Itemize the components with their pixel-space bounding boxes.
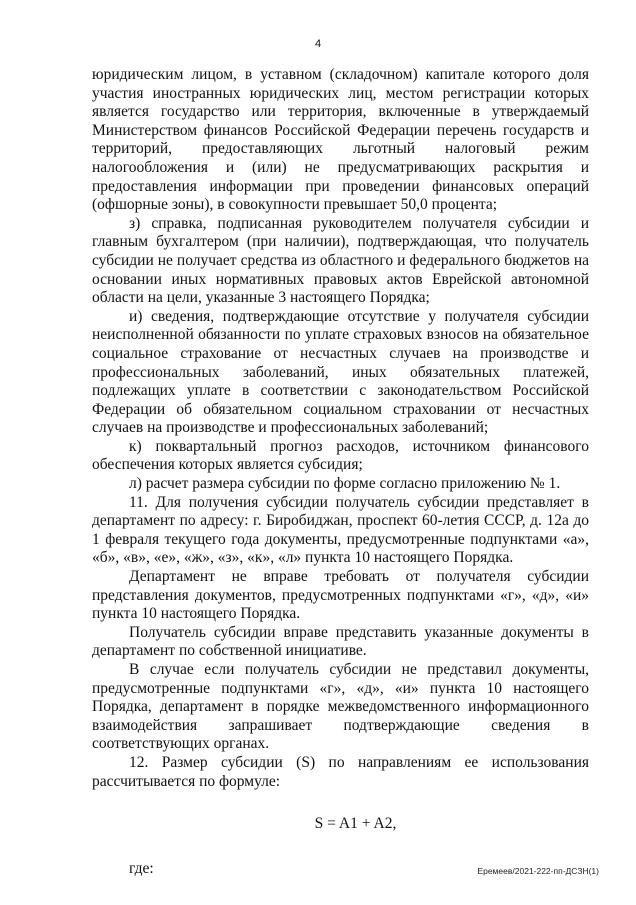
paragraph-interagency-request: В случае если получатель субсидии не представил документы, предусмотренные подпунктами «г», «д», «и» пункта 10 настоящего Порядка, департамент в порядке межведомственного информационного взаимодействия запрашивает подтверждающие сведения в соответствующих органах. xyxy=(92,661,589,753)
paragraph-department-restriction: Департамент не вправе требовать от получателя субсидии представления документов, предусмотренных подпунктами «г», «д», «и» пункта 10 настоящего Порядка. xyxy=(92,568,589,623)
paragraph-clause-11: 11. Для получения субсидии получатель субсидии представляет в департамент по адресу: г. Биробиджан, проспект 60-летия СССР, д. 12а до 1 февраля текущего года документы, предусмотренные подпунктами «а», «б», «в», «е», «ж», «з», «к», «л» пункта 10 настоящего Порядка. xyxy=(92,493,589,567)
document-body xyxy=(92,66,589,878)
where-label: где: xyxy=(129,859,154,877)
paragraph-item-k: к) поквартальный прогноз расходов, источником финансового обеспечения которых является субсидия; xyxy=(92,437,589,474)
document-code-footer: Еремеев/2021-222-пп-ДСЗН(1) xyxy=(477,866,599,876)
page-number: 4 xyxy=(314,38,322,50)
paragraph-clause-12: 12. Размер субсидии (S) по направлениям ее использования рассчитывается по формуле: xyxy=(92,753,589,790)
paragraph-own-initiative: Получатель субсидии вправе представить указанные документы в департамент по собственной инициативе. xyxy=(92,623,589,660)
paragraph-item-z: з) справка, подписанная руководителем получателя субсидии и главным бухгалтером (при наличии), подтверждающая, что получатель субсидии не получает средства из областного и федерального бюджетов на основании иных нормативных правовых актов Еврейской автономной области на цели, указанные 3 настоящего Порядка; xyxy=(92,214,589,307)
subsidy-formula: S = A1 + A2, xyxy=(314,815,397,833)
paragraph-offshore: юридическим лицом, в уставном (складочном) капитале которого доля участия иностранных юридических лиц, местом регистрации которых является государство или территория, включенные в утверждаемый Министерством финансов Российской Федерации перечень государств и территорий, предоставляющих льготный налоговый режим налогообложения и (или) не предусматривающих раскрытия и предоставления информации при проведении финансовых операций (офшорные зоны), в совокупности превышает 50,0 процента; xyxy=(92,66,589,214)
paragraph-item-l: л) расчет размера субсидии по форме согласно приложению № 1. xyxy=(129,475,561,493)
paragraph-item-i: и) сведения, подтверждающие отсутствие у получателя субсидии неисполненной обязанности по уплате страховых взносов на обязательное социальное страхование от несчастных случаев на производстве и профессиональных заболеваний, иных обязательных платежей, подлежащих уплате в соответствии с законодательством Российской Федерации об обязательном социальном страховании от несчастных случаев на производстве и профессиональных заболеваний; xyxy=(92,307,589,437)
